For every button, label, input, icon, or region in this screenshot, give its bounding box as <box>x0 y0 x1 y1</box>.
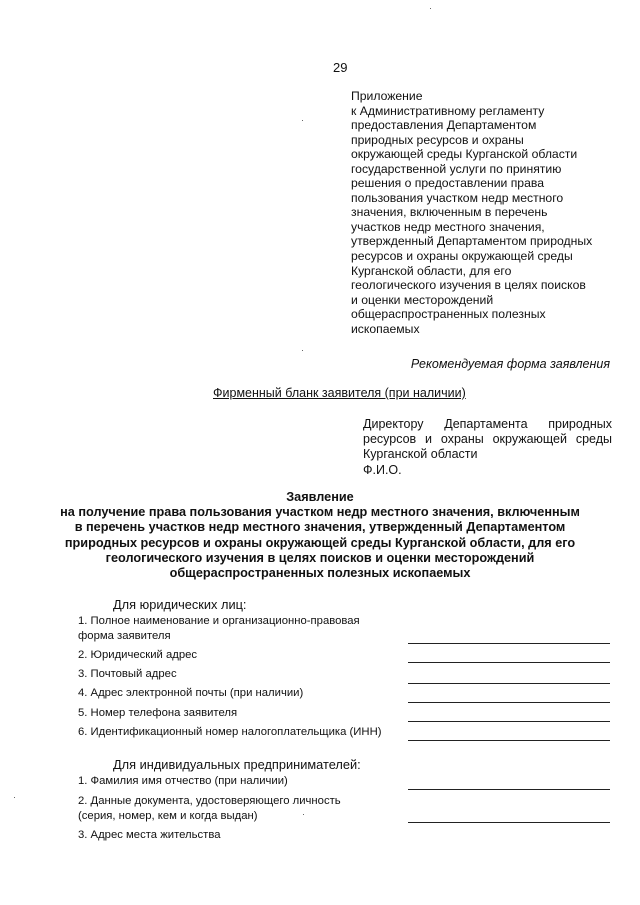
full-name-input-line[interactable] <box>408 643 610 644</box>
scan-speck <box>14 797 15 798</box>
scan-speck <box>303 814 304 815</box>
appendix-line: ископаемых <box>351 321 420 336</box>
postal-address-input-line[interactable] <box>408 683 610 684</box>
appendix-line: природных ресурсов и охраны <box>351 132 524 147</box>
id-document-input-line[interactable] <box>408 822 610 823</box>
field-phone-label <box>78 706 237 721</box>
appendix-line: общераспространенных полезных <box>351 307 546 322</box>
legal-address-input-line[interactable] <box>408 662 610 663</box>
field-inn-label <box>78 725 382 740</box>
appendix-line: утвержденный Департаментом природных <box>351 234 593 249</box>
field-label-line: 4. Адрес электронной почты (при наличии) <box>78 687 304 699</box>
appendix-header <box>351 89 613 336</box>
appendix-line: государственной услуги по принятию <box>351 161 562 176</box>
field-label-line: 2. Данные документа, удостоверяющего личность <box>78 795 341 807</box>
field-id-document-label <box>78 794 341 823</box>
title-line: геологического изучения в целях поисков и оценки месторождений <box>105 550 535 565</box>
title-word: Заявление <box>286 490 354 504</box>
scan-speck <box>302 120 303 121</box>
appendix-line: ресурсов и охраны окружающей среды <box>351 249 573 264</box>
field-label-line: (серия, номер, кем и когда выдан) <box>78 809 258 822</box>
appendix-line: Курганской области, для его <box>351 263 512 278</box>
appendix-line: участков недр местного значения, <box>351 219 545 234</box>
title-line: на получение права пользования участком недр местного значения, включенным <box>60 505 580 520</box>
appendix-line: значения, включенным в перечень <box>351 205 548 220</box>
scan-speck <box>302 350 303 351</box>
field-postal-address-label <box>78 667 177 682</box>
appendix-line: предоставления Департаментом <box>351 118 537 133</box>
phone-input-line[interactable] <box>408 721 610 722</box>
scan-speck <box>430 8 431 9</box>
addressee-line: ресурсов и охраны окружающей среды <box>363 432 612 447</box>
addressee-line: Директору Департамента природных <box>363 417 612 431</box>
appendix-line: решения о предоставлении права <box>351 176 544 191</box>
field-label-line: 6. Идентификационный номер налогоплательщика (ИНН) <box>78 726 382 738</box>
field-residence-label <box>78 828 221 843</box>
addressee-line: Курганской области <box>363 447 478 462</box>
field-label-line: 1. Фамилия имя отчество (при наличии) <box>78 775 288 787</box>
fio-input-line[interactable] <box>408 789 610 790</box>
letterhead-label: Фирменный бланк заявителя (при наличии) <box>213 386 466 400</box>
appendix-line: и оценки месторождений <box>351 292 494 307</box>
appendix-line: Приложение <box>351 89 423 103</box>
addressee-name: Ф.И.О. <box>363 462 402 477</box>
field-label-line: 3. Почтовый адрес <box>78 668 177 680</box>
appendix-line: пользования участком недр местного <box>351 190 564 205</box>
email-input-line[interactable] <box>408 702 610 703</box>
title-line: в перечень участков недр местного значения, утвержденный Департаментом <box>74 520 566 535</box>
addressee-block <box>363 417 612 478</box>
field-label-line: форма заявителя <box>78 629 171 642</box>
field-email-label <box>78 686 303 701</box>
field-full-name-label <box>78 614 360 643</box>
appendix-line: окружающей среды Курганской области <box>351 147 578 162</box>
recommended-form-label: Рекомендуемая форма заявления <box>410 357 610 371</box>
field-label-line: 1. Полное наименование и организационно-правовая <box>78 615 360 627</box>
field-fio-label <box>78 774 288 789</box>
appendix-line: к Административному регламенту <box>351 103 545 118</box>
appendix-line: геологического изучения в целях поисков <box>351 278 586 293</box>
page-number: 29 <box>333 60 348 75</box>
field-label-line: 3. Адрес места жительства <box>78 829 221 841</box>
title-line: общераспространенных полезных ископаемых <box>169 566 471 581</box>
field-label-line: 2. Юридический адрес <box>78 649 198 661</box>
title-line: природных ресурсов и охраны окружающей среды Курганской области, для его <box>64 535 576 550</box>
field-label-line: 5. Номер телефона заявителя <box>78 707 238 719</box>
legal-entities-heading: Для юридических лиц: <box>113 597 247 612</box>
field-legal-address-label <box>78 648 197 663</box>
application-title <box>40 490 600 581</box>
inn-input-line[interactable] <box>408 740 610 741</box>
entrepreneurs-heading: Для индивидуальных предпринимателей: <box>113 757 361 772</box>
